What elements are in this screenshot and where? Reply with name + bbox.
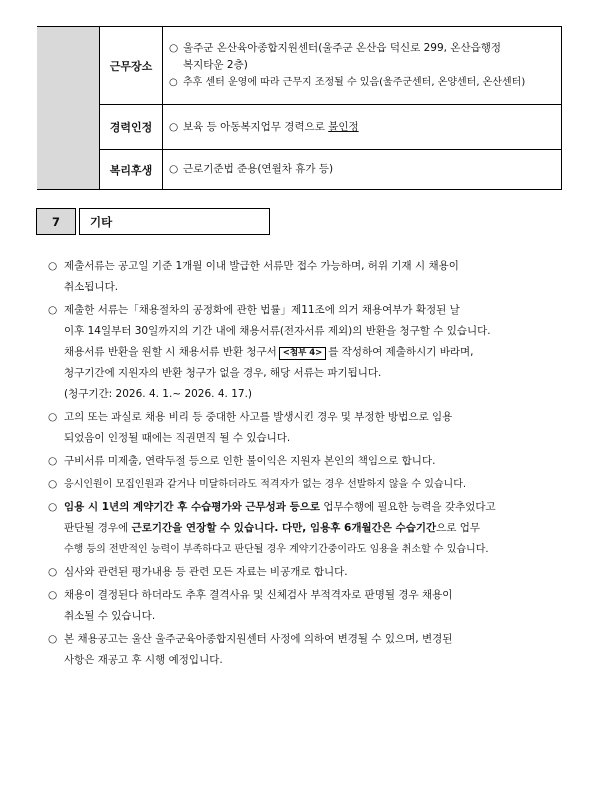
list-item: ○ 고의 또는 과실로 채용 비리 등 중대한 사고를 발생시킨 경우 및 부정한 방법으로 임용 되었음이 인정될 때에는 직권면직 될 수 있습니다. [48, 407, 562, 449]
table-row-work-location [37, 27, 562, 105]
list-item: ○ 본 채용공고는 울산 울주군육아종합지원센터 사정에 의하여 변경될 수 있으며, 변경된 사항은 재공고 후 시행 예정입니다. [48, 629, 562, 671]
row-content [163, 27, 562, 105]
section-title: 기타 [79, 208, 270, 235]
attachment-tag: <첨부 4> [279, 347, 327, 360]
circle-bullet: ○ [48, 411, 58, 423]
circle-bullet: ○ [48, 478, 58, 490]
content-line: 복지타운 2층) [183, 59, 248, 71]
content-line: 추후 센터 운영에 따라 근무지 조정될 수 있음(울주군센터, 온양센터, 온산센터) [183, 77, 526, 88]
list-item: ○ 심사와 관련된 평가내용 등 관련 모든 자료는 비공개로 합니다. [48, 562, 562, 583]
circle-bullet: ○ [48, 455, 58, 467]
list-item: ○ 채용이 결정된다 하더라도 추후 결격사유 및 신체검사 부적격자로 판명될 경우 채용이 취소될 수 있습니다. [48, 585, 562, 627]
row-label: 경력인정 [100, 105, 163, 150]
circle-bullet: ○ [48, 260, 58, 272]
section-number: 7 [36, 208, 76, 235]
circle-bullet: ○ [48, 589, 58, 601]
list-item: ○ 구비서류 미제출, 연락두절 등으로 인한 불이익은 지원자 본인의 책임으로 합니다. [48, 451, 562, 472]
list-item: ○ 응시인원이 모집인원과 같거나 미달하더라도 적격자가 없는 경우 선발하지 않을 수 있습니다. [48, 474, 562, 495]
info-table [37, 26, 562, 190]
notes-list [48, 256, 562, 673]
list-item: ○ 임용 시 1년의 계약기간 후 수습평가와 근무성과 등으로 업무수행에 필요한 능력을 갖추었다고 판단될 경우에 근로기간을 연장할 수 있습니다. 다만, 임용후 6개월간은 수습기간으로 업무 수행 등의 전반적인 능력이 부족하다고 판단될 경우 계약기간중이라도 임용을 취소할 수 있습니다. [48, 497, 562, 560]
circle-bullet: ○ [169, 42, 179, 54]
circle-bullet: ○ [48, 501, 58, 513]
row-label: 근무장소 [100, 27, 163, 105]
circle-bullet: ○ [48, 566, 58, 578]
list-item: ○ 제출한 서류는「채용절차의 공정화에 관한 법률」제11조에 의거 채용여부가 확정된 날 이후 14일부터 30일까지의 기간 내에 채용서류(전자서류 제외)의 반환을 청구할 수 있습니다. 채용서류 반환을 원할 시 채용서류 반환 청구서 <첨부 4> 를 작성하여 제출하시기 바라며, 청구기간에 지원자의 반환 청구가 없을 경우, 해당 서류는 파기됩니다. (청구기간: 2026. 4. 1.~ 2026. 4. 17.) [48, 300, 562, 405]
row-label: 복리후생 [100, 150, 163, 190]
table-row-career [37, 105, 562, 150]
content-line: 보육 등 아동복지업무 경력으로 [183, 120, 329, 133]
row-content [163, 105, 562, 150]
circle-bullet: ○ [169, 120, 179, 133]
shaded-cell [37, 27, 100, 190]
content-line: 울주군 온산육아종합지원센터(울주군 온산읍 덕신로 299, 온산읍행정 [183, 42, 502, 54]
content-line: 근로기준법 준용(연월차 휴가 등) [183, 163, 334, 175]
circle-bullet: ○ [48, 304, 58, 316]
circle-bullet: ○ [169, 163, 179, 175]
table-row-welfare [37, 150, 562, 190]
circle-bullet: ○ [48, 633, 58, 645]
circle-bullet: ○ [169, 77, 178, 88]
underlined-text: 불인정 [328, 120, 359, 133]
list-item: ○ 제출서류는 공고일 기준 1개월 이내 발급한 서류만 접수 가능하며, 허위 기재 시 채용이 취소됩니다. [48, 256, 562, 298]
row-content [163, 150, 562, 190]
